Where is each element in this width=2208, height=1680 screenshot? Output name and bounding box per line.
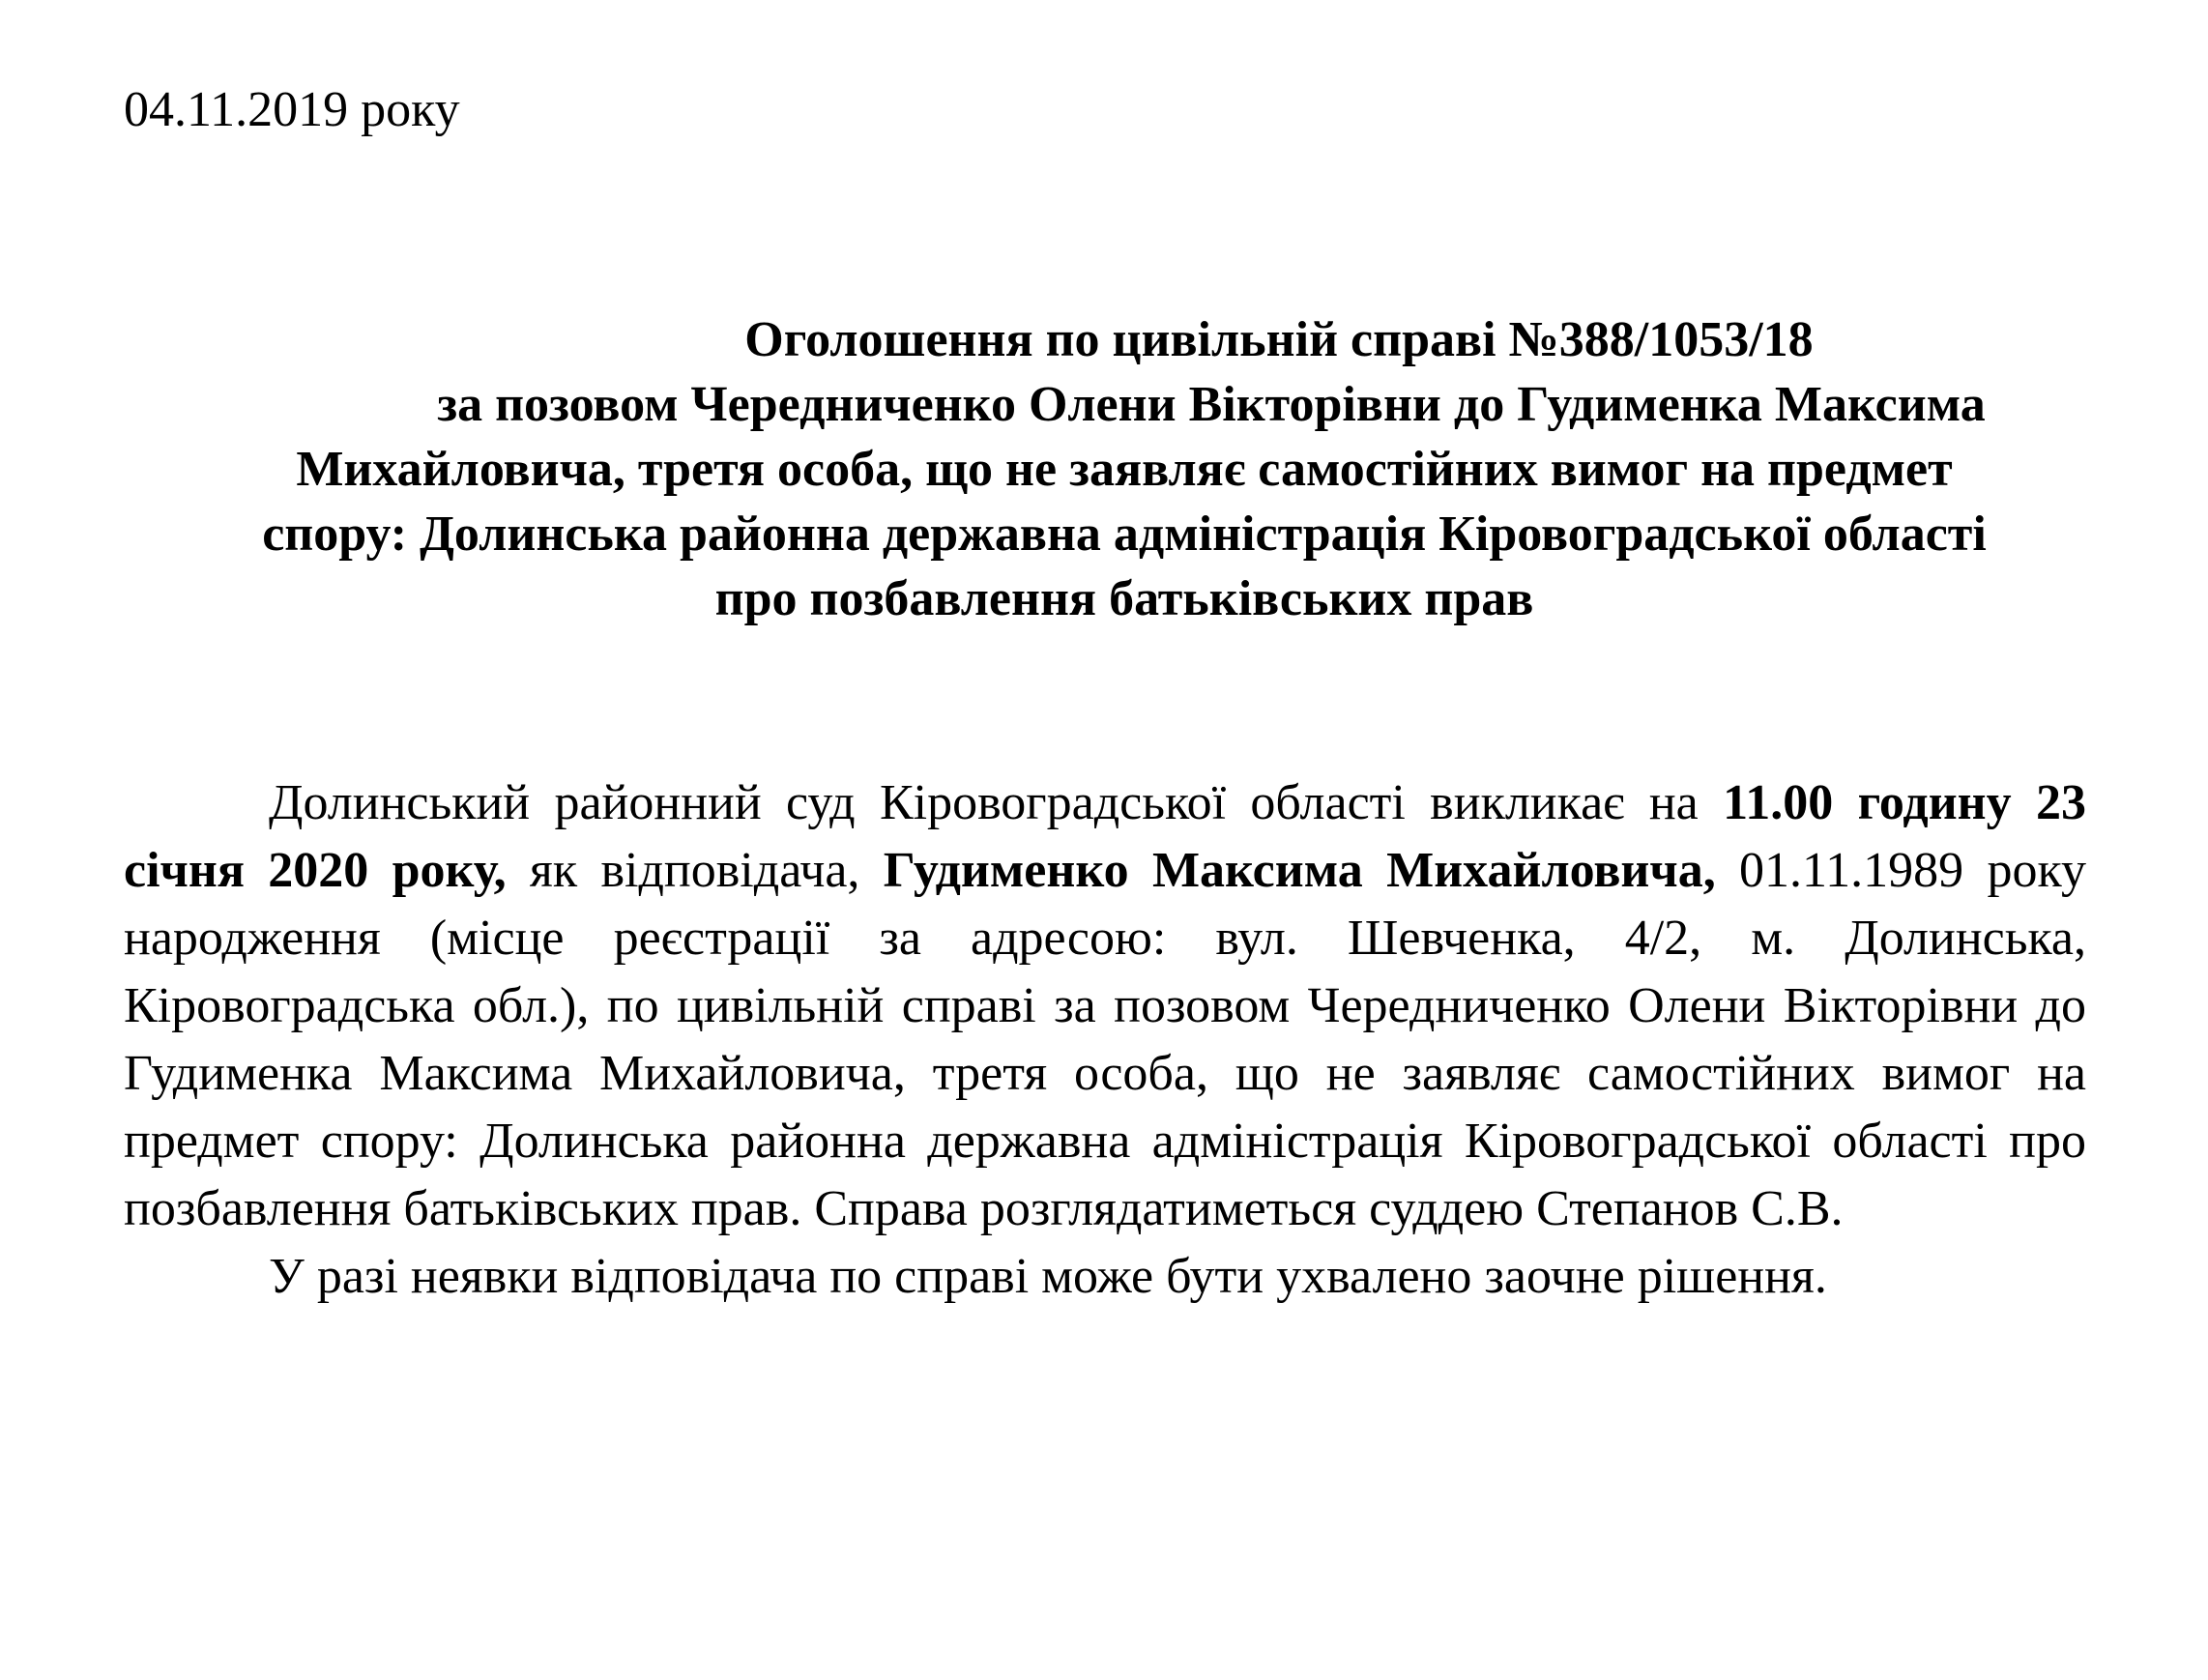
summons-paragraph — [124, 769, 2086, 1243]
summons-intro: Долинський районний суд Кіровоградської області викликає на — [269, 775, 1724, 830]
heading-line-administration: спору: Долинська районна державна адміністрація Кіровоградської області — [262, 507, 1987, 562]
default-judgment-notice: У разі неявки відповідача по справі може бути ухвалено заочне рішення. — [269, 1249, 1827, 1304]
announcement-heading — [162, 307, 2086, 631]
document-date: 04.11.2019 року — [124, 82, 460, 137]
heading-line-parties: за позовом Чередниченко Олени Вікторівни до Гудименка Максима — [437, 377, 1986, 432]
announcement-body — [124, 769, 2086, 1311]
hearing-time: 11.00 годину 23 січня 2020 року, — [124, 775, 2086, 898]
heading-line-third-party: Михайловича, третя особа, що не заявляє самостійних вимог на предмет — [296, 442, 1953, 497]
heading-line-case-number: Оголошення по цивільній справі №388/1053/18 — [744, 312, 1814, 367]
summons-details: 01.11.1989 року народження (місце реєстрації за адресою: вул. Шевченка, 4/2, м. Долинська, Кіровоградська обл.), по цивільній справі за позовом Чередниченко Олени Вікторівни до Гудименка Максима Михайловича, третя особа, що не заявляє самостійних вимог на предмет спору: Долинська районна державна адміністрація Кіровоградської області про позбавлення батьківських прав. Справа розглядатиметься суддею Степанов С.В. — [124, 843, 2086, 1236]
summons-role: як відповідача, — [506, 843, 884, 898]
defendant-name: Гудименко Максима Михайловича, — [883, 843, 1716, 898]
heading-line-subject: про позбавлення батьківських прав — [714, 571, 1534, 626]
